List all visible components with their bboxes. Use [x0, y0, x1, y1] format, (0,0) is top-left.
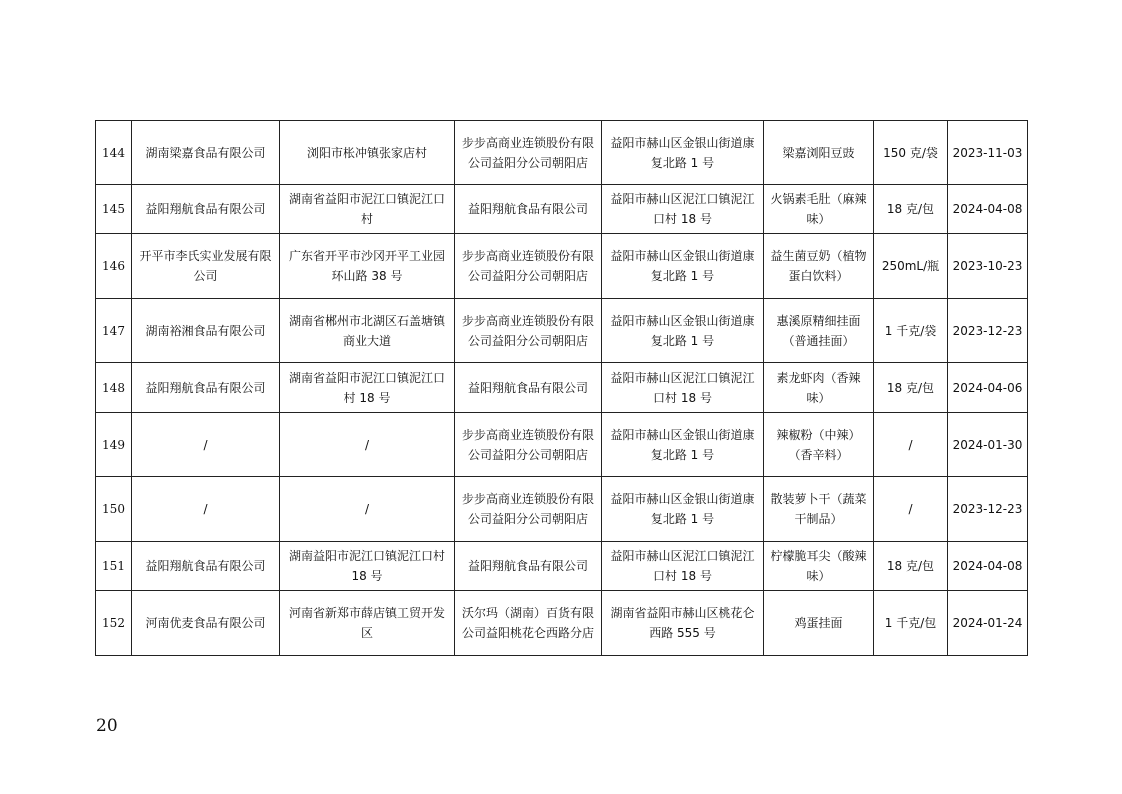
seller-cell: 步步高商业连锁股份有限公司益阳分公司朝阳店	[455, 299, 602, 363]
table-row	[96, 413, 1028, 477]
seq-cell: 146	[96, 234, 132, 299]
seller-cell: 步步高商业连锁股份有限公司益阳分公司朝阳店	[455, 413, 602, 477]
product-cell: 梁嘉浏阳豆豉	[764, 121, 874, 185]
seller-address-cell: 益阳市赫山区金银山街道康复北路 1 号	[602, 477, 764, 542]
seller-address-cell: 益阳市赫山区金银山街道康复北路 1 号	[602, 121, 764, 185]
producer-address-cell: 湖南益阳市泥江口镇泥江口村 18 号	[280, 542, 455, 591]
spec-cell: 18 克/包	[874, 185, 948, 234]
table-row	[96, 185, 1028, 234]
seller-cell: 沃尔玛（湖南）百货有限公司益阳桃花仑西路分店	[455, 591, 602, 656]
product-cell: 惠溪原精细挂面（普通挂面）	[764, 299, 874, 363]
seq-cell: 150	[96, 477, 132, 542]
product-cell: 素龙虾肉（香辣味）	[764, 363, 874, 413]
producer-address-cell: 湖南省益阳市泥江口镇泥江口村 18 号	[280, 363, 455, 413]
seq-cell: 147	[96, 299, 132, 363]
seller-address-cell: 益阳市赫山区泥江口镇泥江口村 18 号	[602, 185, 764, 234]
spec-cell: /	[874, 477, 948, 542]
spec-cell: 150 克/袋	[874, 121, 948, 185]
date-cell: 2024-01-30	[948, 413, 1028, 477]
producer-address-cell: 湖南省益阳市泥江口镇泥江口村	[280, 185, 455, 234]
table-row	[96, 591, 1028, 656]
date-cell: 2024-04-08	[948, 185, 1028, 234]
date-cell: 2024-04-08	[948, 542, 1028, 591]
spec-cell: 18 克/包	[874, 363, 948, 413]
table-row	[96, 121, 1028, 185]
spec-cell: 250mL/瓶	[874, 234, 948, 299]
product-cell: 火锅素毛肚（麻辣味）	[764, 185, 874, 234]
producer-address-cell: 河南省新郑市薛店镇工贸开发区	[280, 591, 455, 656]
seller-address-cell: 益阳市赫山区金银山街道康复北路 1 号	[602, 413, 764, 477]
producer-cell: /	[132, 477, 280, 542]
producer-address-cell: 浏阳市枨冲镇张家店村	[280, 121, 455, 185]
producer-cell: 益阳翔航食品有限公司	[132, 542, 280, 591]
table-row	[96, 234, 1028, 299]
producer-cell: 益阳翔航食品有限公司	[132, 363, 280, 413]
seller-cell: 步步高商业连锁股份有限公司益阳分公司朝阳店	[455, 234, 602, 299]
seller-address-cell: 益阳市赫山区金银山街道康复北路 1 号	[602, 299, 764, 363]
table-row	[96, 542, 1028, 591]
producer-cell: 河南优麦食品有限公司	[132, 591, 280, 656]
seller-cell: 步步高商业连锁股份有限公司益阳分公司朝阳店	[455, 477, 602, 542]
product-cell: 柠檬脆耳尖（酸辣味）	[764, 542, 874, 591]
seq-cell: 151	[96, 542, 132, 591]
seller-cell: 益阳翔航食品有限公司	[455, 185, 602, 234]
date-cell: 2023-12-23	[948, 299, 1028, 363]
seller-cell: 益阳翔航食品有限公司	[455, 542, 602, 591]
inspection-results-table	[95, 120, 1028, 656]
producer-cell: /	[132, 413, 280, 477]
seq-cell: 149	[96, 413, 132, 477]
seller-cell: 益阳翔航食品有限公司	[455, 363, 602, 413]
producer-address-cell: /	[280, 477, 455, 542]
producer-cell: 湖南梁嘉食品有限公司	[132, 121, 280, 185]
seller-address-cell: 益阳市赫山区泥江口镇泥江口村 18 号	[602, 542, 764, 591]
producer-address-cell: 广东省开平市沙冈开平工业园环山路 38 号	[280, 234, 455, 299]
product-cell: 鸡蛋挂面	[764, 591, 874, 656]
date-cell: 2023-11-03	[948, 121, 1028, 185]
spec-cell: 18 克/包	[874, 542, 948, 591]
producer-address-cell: /	[280, 413, 455, 477]
seq-cell: 152	[96, 591, 132, 656]
date-cell: 2023-10-23	[948, 234, 1028, 299]
date-cell: 2024-04-06	[948, 363, 1028, 413]
table-row	[96, 363, 1028, 413]
table-row	[96, 299, 1028, 363]
seq-cell: 148	[96, 363, 132, 413]
product-cell: 辣椒粉（中辣）（香辛料）	[764, 413, 874, 477]
spec-cell: 1 千克/包	[874, 591, 948, 656]
producer-cell: 开平市李氏实业发展有限公司	[132, 234, 280, 299]
seq-cell: 145	[96, 185, 132, 234]
spec-cell: 1 千克/袋	[874, 299, 948, 363]
date-cell: 2023-12-23	[948, 477, 1028, 542]
product-cell: 益生菌豆奶（植物蛋白饮料）	[764, 234, 874, 299]
producer-address-cell: 湖南省郴州市北湖区石盖塘镇商业大道	[280, 299, 455, 363]
producer-cell: 益阳翔航食品有限公司	[132, 185, 280, 234]
page-number: 20	[96, 716, 118, 736]
seq-cell: 144	[96, 121, 132, 185]
seller-cell: 步步高商业连锁股份有限公司益阳分公司朝阳店	[455, 121, 602, 185]
producer-cell: 湖南裕湘食品有限公司	[132, 299, 280, 363]
seller-address-cell: 益阳市赫山区金银山街道康复北路 1 号	[602, 234, 764, 299]
seller-address-cell: 湖南省益阳市赫山区桃花仑西路 555 号	[602, 591, 764, 656]
seller-address-cell: 益阳市赫山区泥江口镇泥江口村 18 号	[602, 363, 764, 413]
spec-cell: /	[874, 413, 948, 477]
date-cell: 2024-01-24	[948, 591, 1028, 656]
product-cell: 散装萝卜干（蔬菜干制品）	[764, 477, 874, 542]
table-row	[96, 477, 1028, 542]
